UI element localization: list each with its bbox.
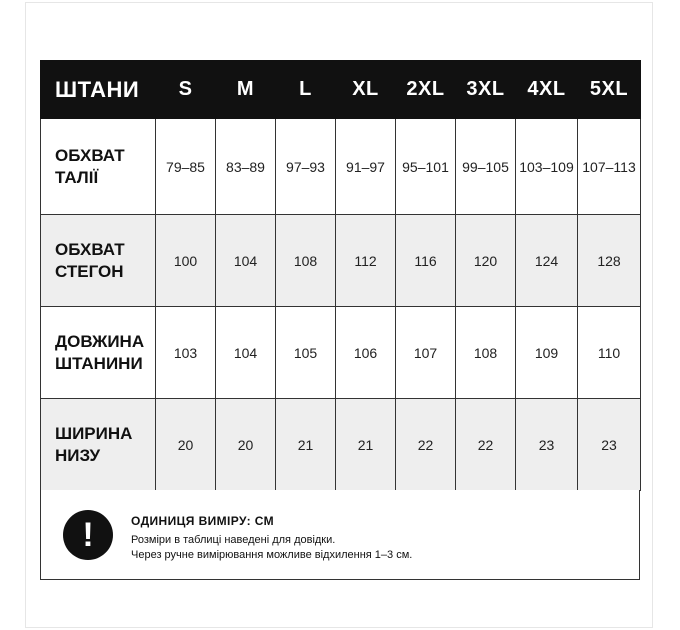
measurement-note <box>40 490 640 580</box>
table-row-hips <box>41 215 641 307</box>
table-cell: 116 <box>396 215 456 307</box>
table-cell: 22 <box>396 399 456 491</box>
exclamation-icon: ! <box>63 510 113 560</box>
table-cell: 124 <box>516 215 578 307</box>
row-label-line: НИЗУ <box>55 445 101 465</box>
note-text <box>131 514 412 563</box>
size-header-3xl: 3XL <box>456 61 516 119</box>
note-line-1: Розміри в таблиці наведені для довідки. <box>131 534 336 546</box>
row-label-hips <box>41 215 156 307</box>
row-label-line: ОБХВАТ <box>55 145 125 165</box>
table-cell: 95–101 <box>396 119 456 215</box>
row-label-line: ШИРИНА <box>55 423 133 443</box>
table-cell: 128 <box>578 215 641 307</box>
table-cell: 91–97 <box>336 119 396 215</box>
table-cell: 107 <box>396 307 456 399</box>
size-header-m: M <box>216 61 276 119</box>
table-row-bottom-width <box>41 399 641 491</box>
table-cell: 104 <box>216 215 276 307</box>
table-cell: 83–89 <box>216 119 276 215</box>
table-cell: 100 <box>156 215 216 307</box>
row-label-waist <box>41 119 156 215</box>
table-cell: 20 <box>216 399 276 491</box>
table-cell: 79–85 <box>156 119 216 215</box>
table-cell: 23 <box>516 399 578 491</box>
table-cell: 108 <box>456 307 516 399</box>
header-row <box>41 61 641 119</box>
table-cell: 103–109 <box>516 119 578 215</box>
row-label-bottom-width <box>41 399 156 491</box>
size-header-l: L <box>276 61 336 119</box>
size-header-xl: XL <box>336 61 396 119</box>
table-cell: 104 <box>216 307 276 399</box>
size-header-2xl: 2XL <box>396 61 456 119</box>
table-cell: 21 <box>336 399 396 491</box>
table-cell: 112 <box>336 215 396 307</box>
size-header-5xl: 5XL <box>578 61 641 119</box>
table-row-leg-length <box>41 307 641 399</box>
table-title: ШТАНИ <box>41 61 156 119</box>
table-cell: 108 <box>276 215 336 307</box>
table-cell: 105 <box>276 307 336 399</box>
table-cell: 120 <box>456 215 516 307</box>
row-label-line: ДОВЖИНА <box>55 331 145 351</box>
size-header-4xl: 4XL <box>516 61 578 119</box>
row-label-line: ОБХВАТ <box>55 239 125 259</box>
row-label-line: ШТАНИНИ <box>55 353 143 373</box>
table-cell: 20 <box>156 399 216 491</box>
table-row-waist <box>41 119 641 215</box>
size-header-s: S <box>156 61 216 119</box>
table-cell: 107–113 <box>578 119 641 215</box>
note-title: ОДИНИЦЯ ВИМІРУ: СМ <box>131 514 275 528</box>
note-line-2: Через ручне вимірювання можливе відхилення 1–3 см. <box>131 549 413 561</box>
table-cell: 109 <box>516 307 578 399</box>
table-cell: 103 <box>156 307 216 399</box>
row-label-leg-length <box>41 307 156 399</box>
table-cell: 97–93 <box>276 119 336 215</box>
table-cell: 110 <box>578 307 641 399</box>
row-label-line: СТЕГОН <box>55 261 124 281</box>
table-cell: 22 <box>456 399 516 491</box>
table-cell: 106 <box>336 307 396 399</box>
table-cell: 99–105 <box>456 119 516 215</box>
row-label-line: ТАЛІЇ <box>55 167 99 187</box>
table-cell: 21 <box>276 399 336 491</box>
size-chart-table <box>40 60 641 491</box>
table-cell: 23 <box>578 399 641 491</box>
